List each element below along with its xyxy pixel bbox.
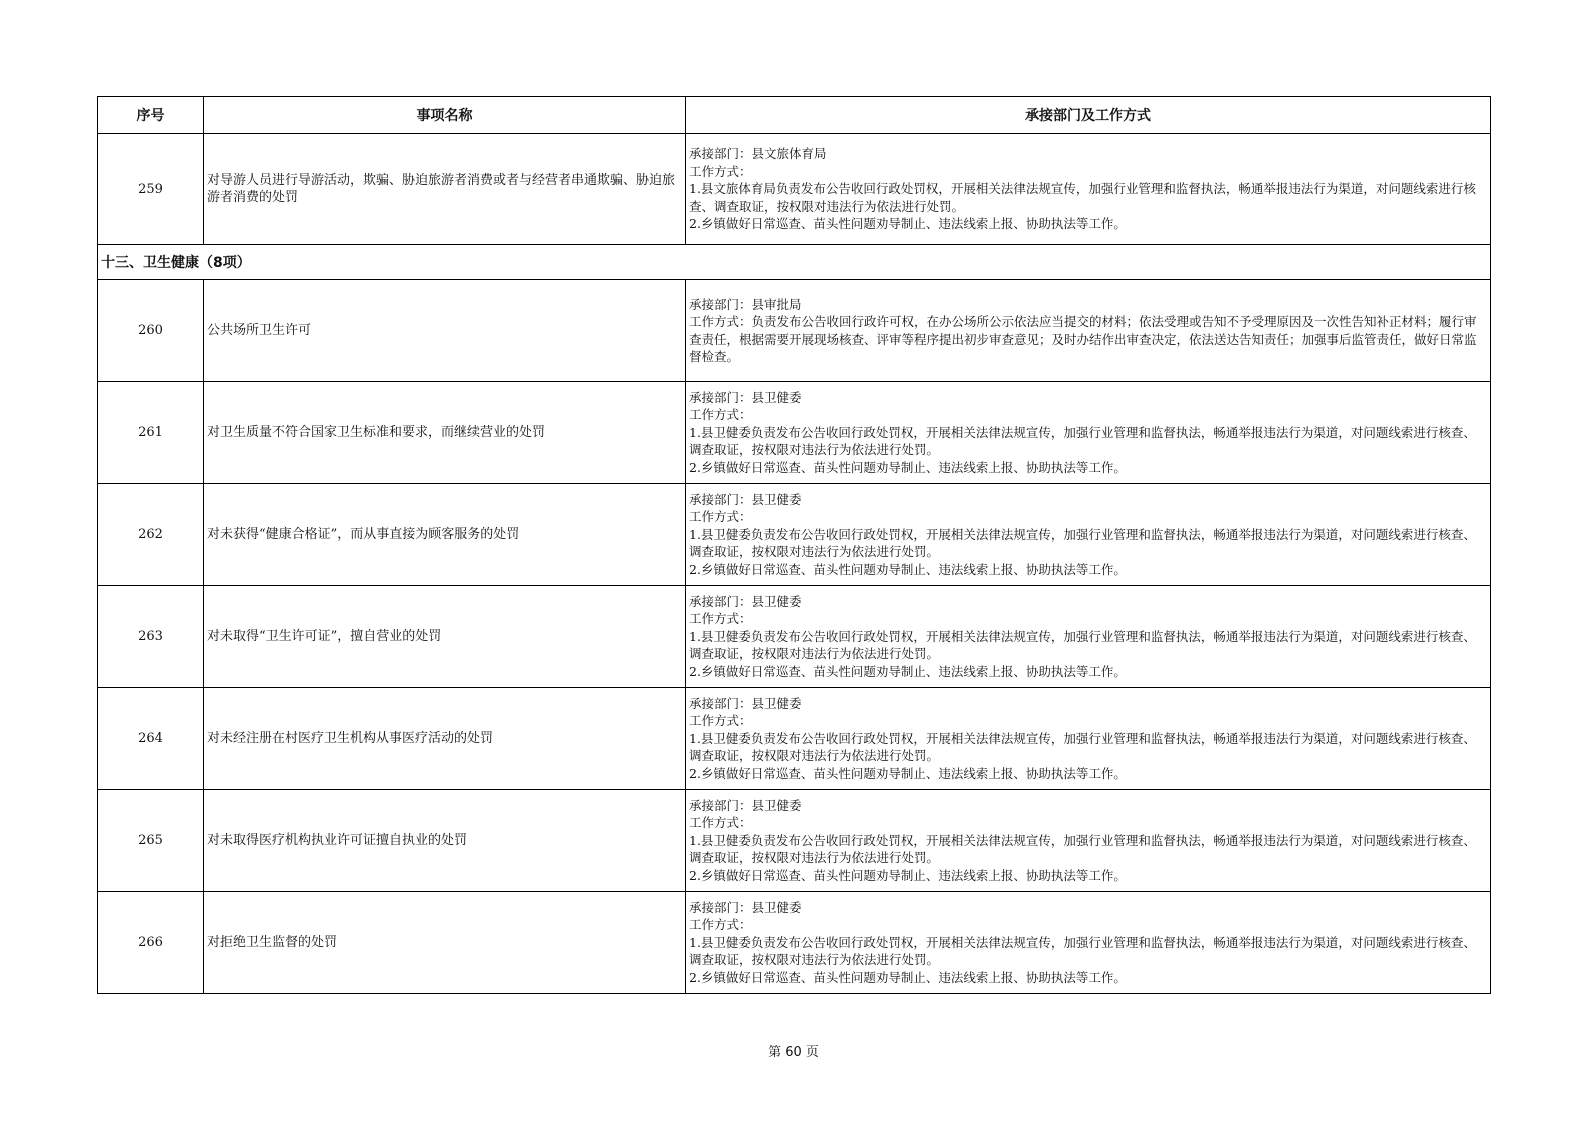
dept-line: 承接部门：县卫健委 xyxy=(689,899,802,915)
dept-line: 工作方式： xyxy=(689,509,752,525)
row-dept xyxy=(686,790,1491,892)
dept-line: 工作方式： xyxy=(689,611,752,627)
row-name: 对未获得“健康合格证”，而从事直接为顾客服务的处罚 xyxy=(204,484,686,586)
dept-line: 工作方式： xyxy=(689,163,752,179)
header-seq: 序号 xyxy=(98,97,204,134)
dept-line: 工作方式： xyxy=(689,917,752,933)
dept-line: 承接部门：县卫健委 xyxy=(689,491,802,507)
dept-line: 1.县文旅体育局负责发布公告收回行政处罚权，开展相关法律法规宣传，加强行业管理和监督执法，畅通举报违法行为渠道，对问题线索进行核查、调查取证，按权限对违法行为依法进行处罚。 xyxy=(689,181,1476,214)
dept-line: 2.乡镇做好日常巡查、苗头性问题劝导制止、违法线索上报、协助执法等工作。 xyxy=(689,765,1126,781)
header-dept: 承接部门及工作方式 xyxy=(686,97,1491,134)
table-row xyxy=(98,892,1491,994)
dept-line: 2.乡镇做好日常巡查、苗头性问题劝导制止、违法线索上报、协助执法等工作。 xyxy=(689,969,1126,985)
row-name: 对未取得“卫生许可证”，擅自营业的处罚 xyxy=(204,586,686,688)
section-row xyxy=(98,245,1491,280)
row-dept xyxy=(686,134,1491,245)
dept-line: 承接部门：县卫健委 xyxy=(689,389,802,405)
dept-line: 1.县卫健委负责发布公告收回行政处罚权，开展相关法律法规宣传，加强行业管理和监督执法，畅通举报违法行为渠道，对问题线索进行核查、调查取证，按权限对违法行为依法进行处罚。 xyxy=(689,832,1476,866)
dept-line: 2.乡镇做好日常巡查、苗头性问题劝导制止、违法线索上报、协助执法等工作。 xyxy=(689,561,1126,577)
matters-table xyxy=(97,96,1491,994)
dept-line: 承接部门：县审批局 xyxy=(689,296,802,312)
dept-line: 2.乡镇做好日常巡查、苗头性问题劝导制止、违法线索上报、协助执法等工作。 xyxy=(689,663,1126,679)
table-row xyxy=(98,134,1491,245)
dept-line: 2.乡镇做好日常巡查、苗头性问题劝导制止、违法线索上报、协助执法等工作。 xyxy=(689,459,1126,475)
row-seq: 265 xyxy=(98,790,204,892)
table-body xyxy=(98,134,1491,994)
dept-line: 1.县卫健委负责发布公告收回行政处罚权，开展相关法律法规宣传，加强行业管理和监督执法，畅通举报违法行为渠道，对问题线索进行核查、调查取证，按权限对违法行为依法进行处罚。 xyxy=(689,526,1476,560)
dept-line: 承接部门：县卫健委 xyxy=(689,797,802,813)
table-row xyxy=(98,688,1491,790)
row-name: 对拒绝卫生监督的处罚 xyxy=(204,892,686,994)
page-number: 第 60 页 xyxy=(768,1045,819,1060)
row-seq: 259 xyxy=(98,134,204,245)
dept-line: 工作方式： xyxy=(689,815,752,831)
table-row xyxy=(98,790,1491,892)
row-seq: 261 xyxy=(98,382,204,484)
dept-line: 工作方式： xyxy=(689,407,752,423)
row-name: 对卫生质量不符合国家卫生标准和要求，而继续营业的处罚 xyxy=(204,382,686,484)
table-row xyxy=(98,586,1491,688)
dept-line: 2.乡镇做好日常巡查、苗头性问题劝导制止、违法线索上报、协助执法等工作。 xyxy=(689,216,1126,232)
dept-line: 1.县卫健委负责发布公告收回行政处罚权，开展相关法律法规宣传，加强行业管理和监督执法，畅通举报违法行为渠道，对问题线索进行核查、调查取证，按权限对违法行为依法进行处罚。 xyxy=(689,424,1476,458)
header-name: 事项名称 xyxy=(204,97,686,134)
row-dept xyxy=(686,586,1491,688)
dept-line: 承接部门：县文旅体育局 xyxy=(689,146,827,162)
dept-line: 工作方式： xyxy=(689,713,752,729)
row-dept xyxy=(686,382,1491,484)
row-name: 对未取得医疗机构执业许可证擅自执业的处罚 xyxy=(204,790,686,892)
dept-line: 2.乡镇做好日常巡查、苗头性问题劝导制止、违法线索上报、协助执法等工作。 xyxy=(689,867,1126,883)
table-row xyxy=(98,280,1491,382)
dept-line: 1.县卫健委负责发布公告收回行政处罚权，开展相关法律法规宣传，加强行业管理和监督执法，畅通举报违法行为渠道，对问题线索进行核查、调查取证，按权限对违法行为依法进行处罚。 xyxy=(689,628,1476,662)
table-row xyxy=(98,382,1491,484)
row-dept xyxy=(686,892,1491,994)
dept-line: 承接部门：县卫健委 xyxy=(689,695,802,711)
row-dept xyxy=(686,688,1491,790)
row-name: 公共场所卫生许可 xyxy=(204,280,686,382)
table-row xyxy=(98,484,1491,586)
row-name: 对未经注册在村医疗卫生机构从事医疗活动的处罚 xyxy=(204,688,686,790)
dept-line: 1.县卫健委负责发布公告收回行政处罚权，开展相关法律法规宣传，加强行业管理和监督执法，畅通举报违法行为渠道，对问题线索进行核查、调查取证，按权限对违法行为依法进行处罚。 xyxy=(689,934,1476,968)
row-dept xyxy=(686,484,1491,586)
section-title: 十三、卫生健康（8项） xyxy=(98,245,1491,280)
row-dept xyxy=(686,280,1491,382)
row-seq: 263 xyxy=(98,586,204,688)
dept-line: 工作方式：负责发布公告收回行政许可权，在办公场所公示依法应当提交的材料；依法受理或告知不予受理原因及一次性告知补正材料；履行审查责任，根据需要开展现场核查、评审等程序提出初步审查意见；及时办结作出审查决定，依法送达告知责任；加强事后监管责任，做好日常监督检查。 xyxy=(689,314,1477,364)
row-name: 对导游人员进行导游活动，欺骗、胁迫旅游者消费或者与经营者串通欺骗、胁迫旅游者消费的处罚 xyxy=(204,134,686,245)
row-seq: 266 xyxy=(98,892,204,994)
table-header-row xyxy=(98,97,1491,134)
row-seq: 264 xyxy=(98,688,204,790)
dept-line: 1.县卫健委负责发布公告收回行政处罚权，开展相关法律法规宣传，加强行业管理和监督执法，畅通举报违法行为渠道，对问题线索进行核查、调查取证，按权限对违法行为依法进行处罚。 xyxy=(689,730,1476,764)
dept-line: 承接部门：县卫健委 xyxy=(689,593,802,609)
row-seq: 260 xyxy=(98,280,204,382)
row-seq: 262 xyxy=(98,484,204,586)
